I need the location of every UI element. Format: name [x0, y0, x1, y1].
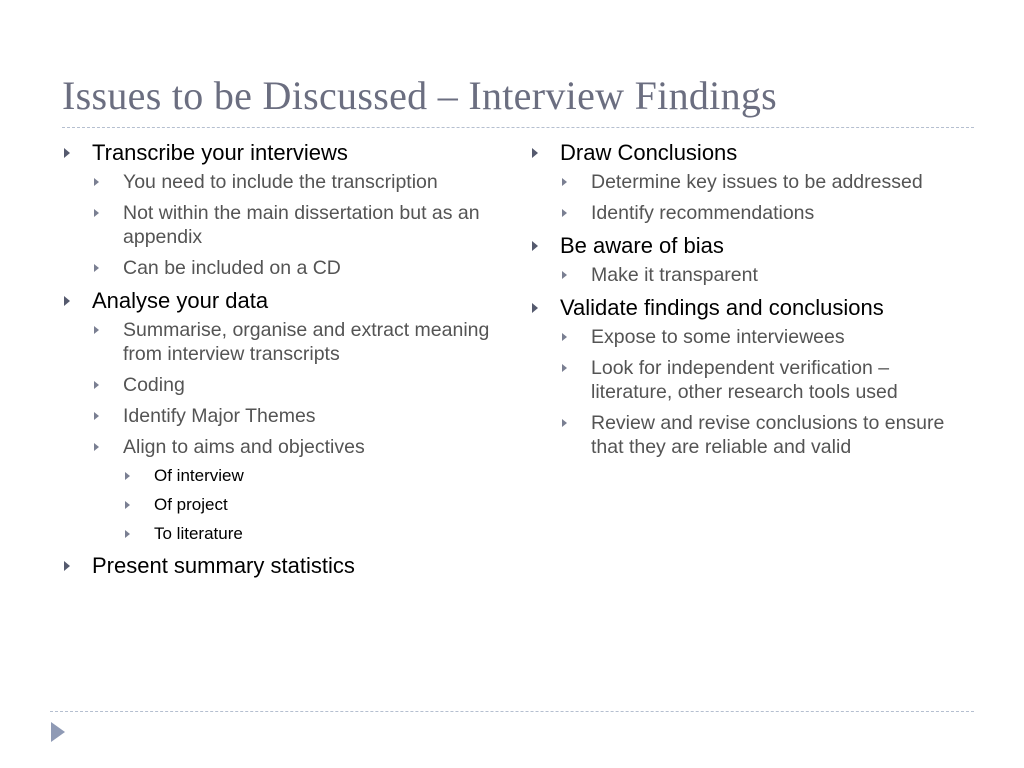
bullet-arrow-icon: [94, 264, 99, 272]
slide-title: Issues to be Discussed – Interview Findings: [62, 73, 778, 118]
bullet-arrow-icon: [64, 148, 70, 158]
bullet-arrow-icon: [94, 209, 99, 217]
bullet-level-2: [530, 201, 970, 225]
bullet-text: Transcribe your interviews: [92, 140, 348, 165]
bullet-text: Align to aims and objectives: [123, 436, 365, 458]
footer-divider: [50, 711, 974, 712]
bullet-arrow-icon: [125, 472, 130, 480]
bullet-level-3: [62, 523, 502, 545]
bullet-arrow-icon: [532, 303, 538, 313]
bullet-text: Identify recommendations: [591, 202, 815, 224]
bullet-level-1: [62, 552, 502, 579]
bullet-text: You need to include the transcription: [123, 171, 438, 193]
bullet-text: Draw Conclusions: [560, 140, 738, 165]
bullet-arrow-icon: [562, 364, 567, 372]
bullet-level-3: [62, 465, 502, 487]
bullet-text: Determine key issues to be addressed: [591, 171, 923, 193]
bullet-arrow-icon: [125, 530, 130, 538]
bullet-level-2: [62, 256, 502, 280]
bullet-text: Make it transparent: [591, 264, 758, 286]
bullet-arrow-icon: [94, 443, 99, 451]
bullet-text: Coding: [123, 374, 185, 396]
bullet-text: Not within the main dissertation but as an appendix: [123, 202, 480, 248]
bullet-level-2: [530, 411, 970, 459]
bullet-text: Can be included on a CD: [123, 257, 341, 279]
left-bullet-column: [62, 139, 502, 583]
bullet-level-2: [530, 263, 970, 287]
bullet-level-2: [530, 356, 970, 404]
bullet-level-2: [530, 325, 970, 349]
bullet-level-2: [62, 435, 502, 459]
bullet-level-2: [530, 170, 970, 194]
bullet-level-2: [62, 373, 502, 397]
right-bullet-column: [530, 139, 970, 466]
bullet-arrow-icon: [562, 209, 567, 217]
bullet-arrow-icon: [562, 271, 567, 279]
bullet-arrow-icon: [562, 178, 567, 186]
bullet-level-2: [62, 201, 502, 249]
bullet-text: Review and revise conclusions to ensure that they are reliable and valid: [591, 412, 945, 458]
bullet-level-1: [530, 294, 970, 321]
bullet-arrow-icon: [562, 419, 567, 427]
bullet-text: To literature: [154, 524, 243, 543]
bullet-arrow-icon: [532, 148, 538, 158]
bullet-level-2: [62, 318, 502, 366]
bullet-level-1: [62, 287, 502, 314]
bullet-text: Identify Major Themes: [123, 405, 316, 427]
bullet-level-3: [62, 494, 502, 516]
bullet-text: Analyse your data: [92, 288, 269, 313]
bullet-text: Validate findings and conclusions: [560, 295, 884, 320]
bullet-arrow-icon: [94, 381, 99, 389]
bullet-arrow-icon: [532, 241, 538, 251]
bullet-arrow-icon: [125, 501, 130, 509]
bullet-arrow-icon: [94, 178, 99, 186]
bullet-level-1: [62, 139, 502, 166]
bullet-text: Summarise, organise and extract meaning from interview transcripts: [123, 319, 490, 365]
title-divider: [62, 127, 974, 128]
bullet-text: Of interview: [154, 466, 244, 485]
bullet-level-2: [62, 404, 502, 428]
bullet-arrow-icon: [94, 326, 99, 334]
bullet-text: Present summary statistics: [92, 553, 355, 578]
bullet-text: Be aware of bias: [560, 233, 724, 258]
bullet-arrow-icon: [562, 333, 567, 341]
bullet-level-2: [62, 170, 502, 194]
bullet-level-1: [530, 139, 970, 166]
bullet-arrow-icon: [94, 412, 99, 420]
bullet-text: Expose to some interviewees: [591, 326, 845, 348]
bullet-arrow-icon: [64, 296, 70, 306]
next-slide-arrow-icon[interactable]: [51, 722, 65, 742]
bullet-level-1: [530, 232, 970, 259]
bullet-arrow-icon: [64, 561, 70, 571]
bullet-text: Look for independent verification – literature, other research tools used: [591, 357, 898, 403]
bullet-text: Of project: [154, 495, 228, 514]
